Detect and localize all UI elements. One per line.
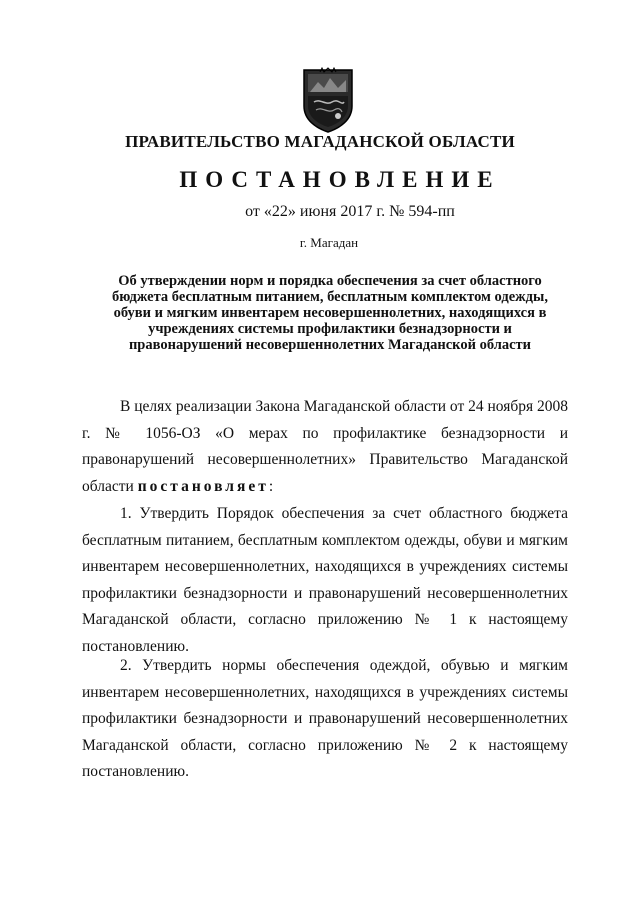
coat-of-arms-emblem bbox=[300, 66, 356, 134]
preamble-paragraph bbox=[82, 394, 568, 500]
clause-2-paragraph: 2. Утвердить нормы обеспечения одеждой, обувью и мягким инвентарем несовершеннолетних, находящихся в учреждениях системы профилактики безнадзорности и правонарушений несовершеннолетних Магаданской области, согласно приложению № 2 к настоящему постановлению. bbox=[82, 657, 568, 780]
clause-1-paragraph: 1. Утвердить Порядок обеспечения за счет областного бюджета бесплатным питанием, бесплатным комплектом одежды, обуви и мягким инвентарем несовершеннолетних, находящихся в учреждениях системы профилактики безнадзорности и правонарушений несовершеннолетних Магаданской области, согласно приложению № 1 к настоящему постановлению. bbox=[82, 505, 568, 655]
title-line: учреждениях системы профилактики безнадзорности и bbox=[148, 321, 512, 337]
title-line: Об утверждении норм и порядка обеспечения за счет областного bbox=[118, 273, 542, 289]
document-city: г. Магадан bbox=[299, 235, 359, 250]
resolution-verb: постановляет bbox=[137, 477, 269, 495]
preamble-text: В целях реализации Закона Магаданской области от 24 ноября 2008 г. № 1056-ОЗ «О мерах по профилактике безнадзорности и правонарушений несовершеннолетних» Правительство Магаданской области bbox=[82, 398, 568, 495]
title-line: бюджета бесплатным питанием, бесплатным комплектом одежды, bbox=[112, 289, 548, 305]
document-title bbox=[90, 273, 570, 353]
preamble-colon: : bbox=[268, 477, 274, 495]
organization-name: ПРАВИТЕЛЬСТВО МАГАДАНСКОЙ ОБЛАСТИ bbox=[125, 132, 515, 151]
document-date-number: от «22» июня 2017 г. № 594-пп bbox=[245, 203, 455, 220]
title-line: обуви и мягким инвентарем несовершеннолетних, находящихся в bbox=[113, 305, 547, 321]
title-line: правонарушений несовершеннолетних Магаданской области bbox=[128, 337, 532, 353]
document-type: ПОСТАНОВЛЕНИЕ bbox=[179, 167, 501, 192]
